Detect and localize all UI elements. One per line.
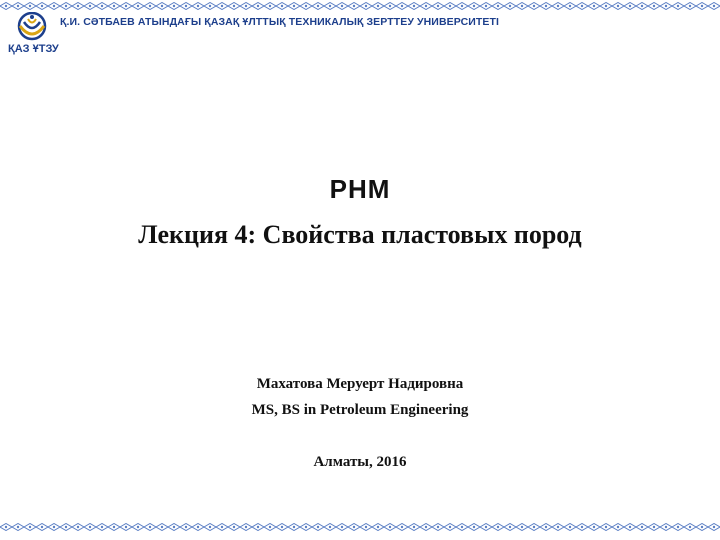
university-name: Қ.И. СӘТБАЕВ АТЫНДАҒЫ ҚАЗАҚ ҰЛТТЫҚ ТЕХНИКАЛЫҚ ЗЕРТТЕУ УНИВЕРСИТЕТІ [60, 16, 500, 28]
university-logo [6, 12, 58, 56]
lecture-title: Лекция 4: Свойства пластовых пород [138, 220, 582, 249]
header [6, 12, 58, 58]
top-ornament-border [0, 2, 720, 10]
place-year: Алматы, 2016 [313, 454, 407, 470]
logo-text: ҚАЗ ҰТЗУ [8, 43, 59, 55]
logo-emblem-icon [6, 12, 58, 44]
bottom-ornament-border [0, 523, 720, 531]
author-name: Махатова Меруерт Надировна [256, 376, 464, 392]
course-title: PHM [329, 174, 391, 204]
author-degree: MS, BS in Petroleum Engineering [251, 402, 469, 418]
